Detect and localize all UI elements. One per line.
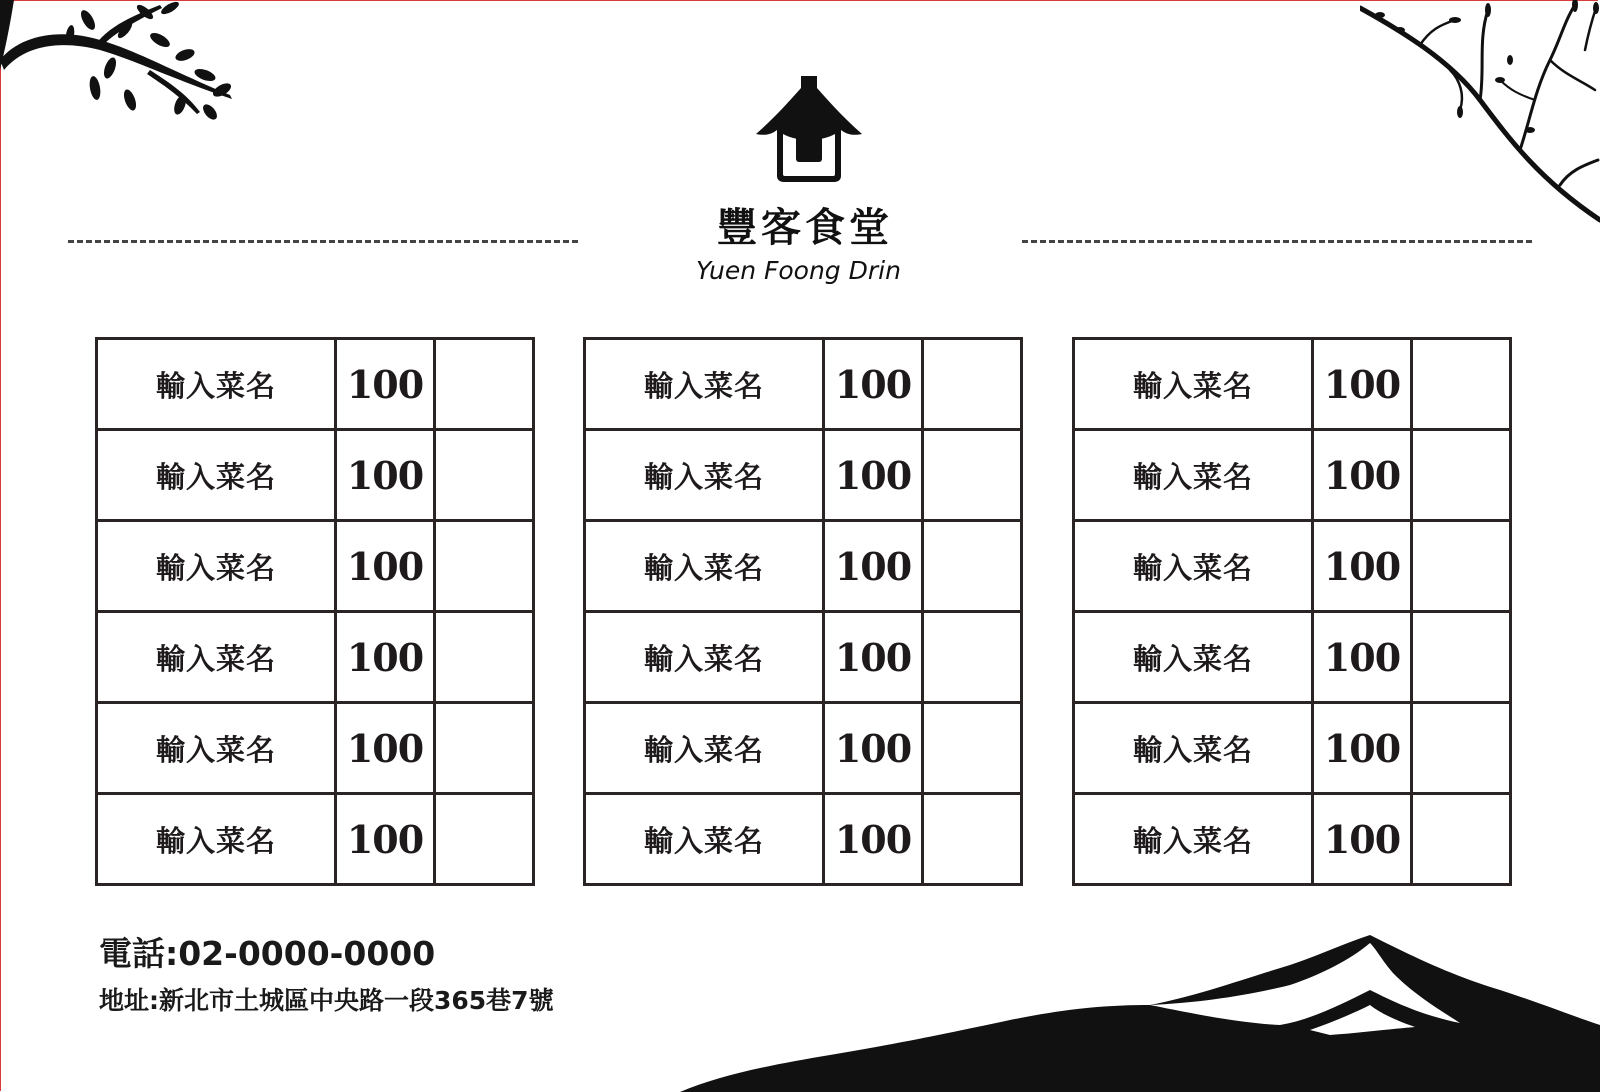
item-price[interactable]: 100 (336, 794, 435, 885)
item-name[interactable]: 輸入菜名 (97, 703, 336, 794)
menu-row (97, 521, 534, 612)
menu-table-3 (1072, 337, 1512, 886)
item-name[interactable]: 輸入菜名 (1074, 521, 1313, 612)
blank-cell (1412, 521, 1511, 612)
menu-row (1074, 703, 1511, 794)
blank-cell (923, 703, 1022, 794)
menu-row (585, 612, 1022, 703)
blank-cell (1412, 794, 1511, 885)
tree-branch-right-icon (1360, 0, 1600, 225)
brand-name-cn: 豐客食堂 (717, 204, 893, 251)
item-name[interactable]: 輸入菜名 (585, 703, 824, 794)
divider-right (1022, 240, 1532, 243)
blank-cell (435, 521, 534, 612)
menu-row (585, 430, 1022, 521)
phone-number: 電話:02-0000-0000 (99, 934, 436, 973)
item-price[interactable]: 100 (824, 430, 923, 521)
blank-cell (923, 430, 1022, 521)
item-price[interactable]: 100 (824, 612, 923, 703)
menu-row (97, 794, 534, 885)
menu-row (1074, 430, 1511, 521)
item-price[interactable]: 100 (1313, 521, 1412, 612)
item-name[interactable]: 輸入菜名 (97, 339, 336, 430)
item-price[interactable]: 100 (336, 521, 435, 612)
menu-row (585, 703, 1022, 794)
item-name[interactable]: 輸入菜名 (1074, 430, 1313, 521)
item-price[interactable]: 100 (824, 703, 923, 794)
item-name[interactable]: 輸入菜名 (585, 339, 824, 430)
item-name[interactable]: 輸入菜名 (97, 794, 336, 885)
menu-row (1074, 521, 1511, 612)
blank-cell (435, 612, 534, 703)
item-price[interactable]: 100 (336, 339, 435, 430)
item-name[interactable]: 輸入菜名 (97, 521, 336, 612)
blank-cell (1412, 703, 1511, 794)
item-name[interactable]: 輸入菜名 (97, 430, 336, 521)
address: 地址:新北市土城區中央路一段365巷7號 (99, 986, 554, 1015)
blank-cell (435, 703, 534, 794)
menu-row (585, 339, 1022, 430)
item-price[interactable]: 100 (824, 339, 923, 430)
item-price[interactable]: 100 (824, 521, 923, 612)
item-price[interactable]: 100 (336, 703, 435, 794)
menu-row (585, 794, 1022, 885)
item-name[interactable]: 輸入菜名 (585, 794, 824, 885)
blank-cell (923, 521, 1022, 612)
blank-cell (1412, 430, 1511, 521)
menu-table-1 (95, 337, 535, 886)
menu-table-2 (583, 337, 1023, 886)
blank-cell (923, 612, 1022, 703)
item-price[interactable]: 100 (336, 430, 435, 521)
item-price[interactable]: 100 (336, 612, 435, 703)
menu-row (1074, 612, 1511, 703)
blank-cell (435, 339, 534, 430)
item-name[interactable]: 輸入菜名 (585, 612, 824, 703)
tree-branch-left-icon (0, 0, 250, 125)
blank-cell (1412, 612, 1511, 703)
brand-name-en: Yuen Foong Drin (696, 256, 901, 285)
item-name[interactable]: 輸入菜名 (1074, 794, 1313, 885)
menu-row (97, 612, 534, 703)
mountain-silhouette-icon (680, 935, 1600, 1092)
house-logo-icon (756, 72, 862, 184)
menu-row (97, 703, 534, 794)
item-price[interactable]: 100 (824, 794, 923, 885)
item-name[interactable]: 輸入菜名 (97, 612, 336, 703)
blank-cell (435, 430, 534, 521)
item-name[interactable]: 輸入菜名 (585, 521, 824, 612)
blank-cell (1412, 339, 1511, 430)
item-name[interactable]: 輸入菜名 (1074, 612, 1313, 703)
blank-cell (923, 339, 1022, 430)
item-name[interactable]: 輸入菜名 (1074, 703, 1313, 794)
item-price[interactable]: 100 (1313, 703, 1412, 794)
menu-row (97, 339, 534, 430)
menu-row (97, 430, 534, 521)
item-price[interactable]: 100 (1313, 612, 1412, 703)
item-name[interactable]: 輸入菜名 (1074, 339, 1313, 430)
item-price[interactable]: 100 (1313, 430, 1412, 521)
menu-row (1074, 794, 1511, 885)
item-price[interactable]: 100 (1313, 339, 1412, 430)
item-name[interactable]: 輸入菜名 (585, 430, 824, 521)
item-price[interactable]: 100 (1313, 794, 1412, 885)
menu-row (585, 521, 1022, 612)
divider-left (68, 240, 578, 243)
blank-cell (435, 794, 534, 885)
blank-cell (923, 794, 1022, 885)
menu-row (1074, 339, 1511, 430)
